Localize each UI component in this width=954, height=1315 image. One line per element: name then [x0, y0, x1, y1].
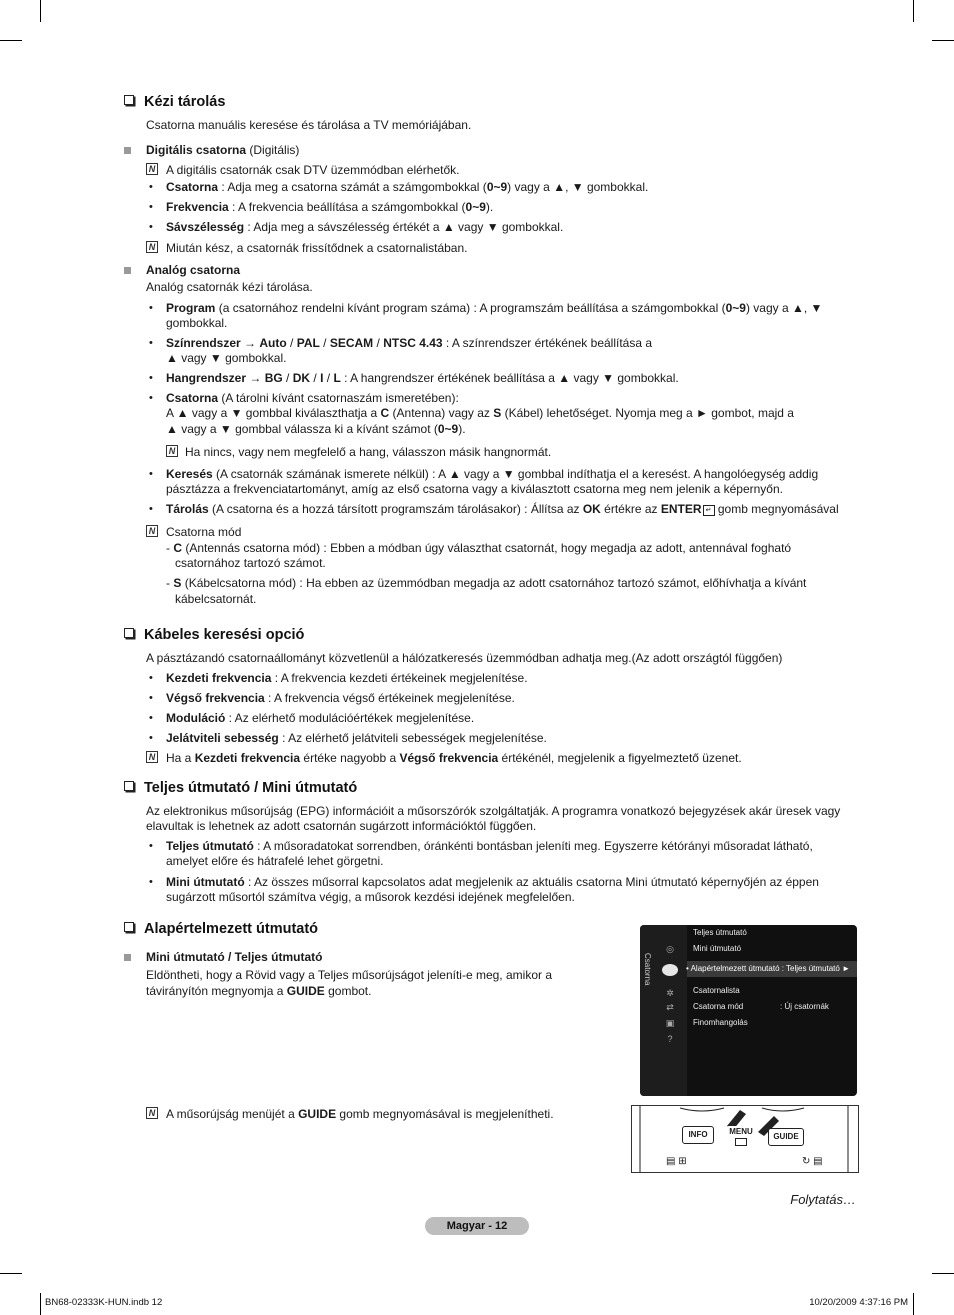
remote-bottom-right-icon: ↻ ▤ — [802, 1156, 823, 1167]
checkbox-icon — [124, 628, 134, 638]
bold-text: S — [493, 406, 502, 420]
bold-text: GUIDE — [286, 984, 325, 998]
bold-text: SECAM — [329, 336, 374, 350]
square-bullet-icon — [124, 147, 131, 154]
remote-info-button: INFO — [682, 1126, 714, 1144]
list-item-cont: amelyet előre és hátrafelé lehet görgetni. — [166, 854, 384, 868]
list-item-cont — [166, 406, 856, 422]
subheading-analog — [146, 263, 856, 279]
list-item — [166, 576, 856, 592]
text: ) vagy a ▲, ▼ gombokkal. — [507, 180, 649, 194]
list-item — [166, 541, 856, 557]
text: (a csatornához rendelni kívánt program száma) : A programszám beállítása a számgombokkal ( — [215, 301, 726, 315]
bullet-icon: • — [149, 468, 153, 480]
bold-text: Keresés — [166, 467, 213, 481]
bold-text: Végső frekvencia — [399, 751, 499, 765]
text: gomb megnyomásával — [714, 502, 839, 516]
bold-text: NTSC 4.43 — [383, 336, 443, 350]
bullet-icon: • — [149, 201, 153, 213]
osd-item-selected: • Alapértelmezett útmutató : Teljes útmutató ► — [686, 964, 851, 973]
input-icon: ⇄ — [666, 1002, 674, 1012]
note-text: Ha nincs, vagy nem megfelelő a hang, válasszon másik hangnormát. — [185, 445, 552, 459]
text: : A műsoradatokat sorrendben, óránkénti bontásban jeleníti meg. Egyszerre kétórányi műsoradat látható, — [253, 839, 813, 853]
list-item — [166, 711, 856, 727]
section-desc — [146, 984, 606, 1000]
bold-text: S — [173, 576, 182, 590]
text: (Kábelcsatorna mód) : Ha ebben az üzemmódban megadja az adott csatornához tartozó számot, előhívhatja a kívánt — [181, 576, 807, 590]
bold-text: ENTER — [660, 502, 702, 516]
footer-file: BN68-02333K-HUN.indb 12 — [45, 1297, 163, 1308]
bold-text: Végső frekvencia — [166, 691, 265, 705]
bullet-icon: • — [149, 302, 153, 314]
picture-icon: ◎ — [666, 944, 674, 954]
list-item — [166, 220, 856, 236]
text: / — [282, 371, 293, 385]
bold-text: 0~9 — [486, 180, 508, 194]
support-icon: ? — [667, 1034, 673, 1044]
bold-text: Sávszélesség — [166, 220, 245, 234]
text: MENU — [729, 1127, 753, 1136]
list-item — [166, 200, 856, 216]
text: : A frekvencia kezdeti értékeinek megjelenítése. — [271, 671, 528, 685]
crop-mark — [932, 1273, 954, 1274]
text: : Adja meg a csatorna számát a számgombokkal ( — [218, 180, 487, 194]
bold-text: C — [173, 541, 183, 555]
bold-text: Hangrendszer — [166, 371, 247, 385]
bold-text: Frekvencia — [166, 200, 229, 214]
osd-item: Teljes útmutató — [693, 928, 747, 937]
section-desc: Eldöntheti, hogy a Rövid vagy a Teljes műsorújságot jeleníti-e meg, amikor a — [146, 968, 552, 982]
bullet-icon: • — [149, 337, 153, 349]
remote-menu-button — [726, 1126, 756, 1150]
osd-item: Mini útmutató — [693, 944, 742, 953]
osd-menu-image — [640, 925, 857, 1096]
bullet-icon: • — [149, 840, 153, 852]
bullet-icon: • — [149, 392, 153, 404]
osd-item-value: : Új csatornák — [780, 1002, 829, 1011]
text: A ▲ vagy a ▼ gombbal kiválaszthatja a — [166, 406, 381, 420]
bold-text: Jelátviteli sebesség — [166, 731, 279, 745]
heading-text: Alapértelmezett útmutató — [144, 921, 319, 937]
list-item-cont: ▲ vagy ▼ gombokkal. — [166, 351, 287, 365]
list-item — [166, 301, 856, 317]
setup-icon: ✲ — [666, 988, 674, 998]
text: gombot. — [324, 984, 372, 998]
text: (Digitális) — [246, 143, 300, 157]
text: A műsorújság menüjét a — [166, 1107, 299, 1121]
bold-text: Kezdeti frekvencia — [194, 751, 301, 765]
page-number-badge: Magyar - 12 — [425, 1217, 529, 1235]
text: / — [373, 336, 384, 350]
text: : Adja meg a sávszélesség értékét a ▲ vagy ▼ gombokkal. — [244, 220, 564, 234]
square-bullet-icon — [124, 954, 131, 961]
text: : Az elérhető jelátviteli sebességek megjelenítése. — [278, 731, 547, 745]
bullet-icon: • — [149, 692, 153, 704]
text: / — [310, 371, 321, 385]
list-item — [166, 371, 856, 387]
text: Ha a — [166, 751, 195, 765]
text: értékénél, megjelenik a figyelmeztető üzenet. — [498, 751, 742, 765]
note-text — [166, 1107, 616, 1123]
bold-text: Mini útmutató — [166, 875, 245, 889]
bold-text: Program — [166, 301, 216, 315]
text: értékre az — [600, 502, 661, 516]
list-item — [166, 875, 856, 891]
list-item — [166, 502, 856, 518]
crop-mark — [40, 0, 41, 22]
list-item — [166, 671, 856, 687]
section-heading-default-guide — [124, 922, 318, 938]
text: : Az összes műsorral kapcsolatos adat megjelenik az aktuális csatorna Mini útmutató képernyőjén az éppen — [244, 875, 819, 889]
note-icon: N — [146, 1107, 158, 1119]
menu-icon — [735, 1138, 747, 1146]
list-item — [166, 467, 856, 483]
text: távirányítón megnyomja a — [146, 984, 287, 998]
bold-text: Analóg csatorna — [146, 263, 241, 277]
bold-text: Moduláció — [166, 711, 226, 725]
crop-mark — [913, 1293, 914, 1315]
satellite-icon — [662, 964, 678, 976]
text: (A tárolni kívánt csatornaszám ismeretében): — [218, 391, 459, 405]
checkbox-icon — [124, 781, 134, 791]
bold-text: 0~9 — [725, 301, 746, 315]
text: : A hangrendszer értékének beállítása a ▲ vagy ▼ gombokkal. — [340, 371, 679, 385]
remote-bottom-left-icon: ▤ ⊞ — [666, 1156, 687, 1167]
text: (A csatorna és a hozzá társított programszám tárolásakor) : Állítsa az — [208, 502, 583, 516]
crop-mark — [40, 1293, 41, 1315]
list-item-cont: gombokkal. — [166, 316, 228, 330]
bullet-icon: • — [149, 672, 153, 684]
list-item-cont — [166, 422, 856, 438]
text: → — [240, 336, 260, 350]
remote-guide-button: GUIDE — [768, 1128, 804, 1146]
bullet-icon: • — [149, 712, 153, 724]
app-icon: ▣ — [665, 1018, 675, 1028]
text: : A színrendszer értékének beállítása a — [442, 336, 653, 350]
text: ▲ vagy a ▼ gombbal válassza ki a kívánt számot ( — [166, 422, 438, 436]
text: - — [166, 541, 174, 555]
bold-text: Tárolás — [166, 502, 209, 516]
bullet-icon: • — [149, 181, 153, 193]
bold-text: Auto — [259, 336, 287, 350]
bold-text: C — [380, 406, 390, 420]
bold-text: Digitális csatorna — [146, 143, 247, 157]
bold-text: OK — [582, 502, 601, 516]
osd-item: Finomhangolás — [693, 1018, 748, 1027]
section-desc: A pásztázandó csatornaállományt közvetlenül a hálózatkeresés üzemmódban adhatja meg.(Az adott országtól függően) — [146, 651, 783, 665]
text: ) vagy a ▲, ▼ — [745, 301, 823, 315]
note-text — [166, 751, 856, 767]
heading-text: Kábeles keresési opció — [144, 627, 305, 643]
checkbox-icon — [124, 95, 134, 105]
enter-icon: ↵ — [703, 505, 715, 516]
note-text: A digitális csatornák csak DTV üzemmódban elérhetők. — [166, 163, 460, 177]
text: értéke nagyobb a — [300, 751, 400, 765]
list-item-cont: sugárzott műsortól számítva végig, a műsorok kezdési idejének megfelelően. — [166, 890, 575, 904]
bullet-icon: • — [149, 372, 153, 384]
text: - — [166, 576, 174, 590]
continue-text: Folytatás… — [790, 1192, 856, 1207]
bullet-icon: • — [149, 876, 153, 888]
list-item-cont: kábelcsatornát. — [175, 592, 257, 606]
section-desc: Analóg csatornák kézi tárolása. — [146, 280, 313, 294]
list-item — [166, 731, 856, 747]
bold-text: L — [333, 371, 341, 385]
text: gomb megnyomásával is megjelenítheti. — [336, 1107, 554, 1121]
checkbox-icon — [124, 922, 134, 932]
text: → — [246, 371, 265, 385]
list-item — [166, 691, 856, 707]
bold-text: Teljes útmutató — [166, 839, 254, 853]
crop-mark — [913, 0, 914, 22]
text: (Antenna) vagy az — [389, 406, 494, 420]
list-item — [166, 336, 856, 352]
text: / — [286, 336, 297, 350]
text: : A frekvencia végső értékeinek megjelenítése. — [264, 691, 515, 705]
section-desc: Az elektronikus műsorújság (EPG) információit a műsorszórók szolgáltatják. A programra vonatkozó bejegyzések akár üresek vagy — [146, 804, 841, 818]
crop-mark — [932, 40, 954, 41]
note-icon: N — [146, 525, 158, 537]
heading-text: Kézi tárolás — [144, 94, 226, 110]
bold-text: BG — [264, 371, 283, 385]
osd-side-label: Csatorna — [643, 953, 652, 986]
section-desc: elavultak is lehetnek az adott csatornán sugárzott információktól függően. — [146, 819, 537, 833]
text: ). — [458, 422, 466, 436]
section-heading-guide — [124, 781, 357, 797]
osd-item: Csatornalista — [693, 986, 740, 995]
section-heading-cable — [124, 628, 304, 644]
remote-control-image — [631, 1105, 859, 1173]
text: ). — [485, 200, 494, 214]
bold-text: I — [320, 371, 324, 385]
arrow-right-icon: ► — [842, 964, 851, 973]
note-text: Csatorna mód — [166, 525, 242, 539]
note-icon: N — [146, 751, 158, 763]
section-desc: Csatorna manuális keresése és tárolása a TV memóriájában. — [146, 118, 472, 132]
bullet-icon: • — [149, 732, 153, 744]
bold-text: Csatorna — [166, 180, 219, 194]
bold-text: Mini útmutató / Teljes útmutató — [146, 950, 323, 964]
crop-mark — [0, 1273, 22, 1274]
bold-text: DK — [292, 371, 311, 385]
note-text: Miután kész, a csatornák frissítődnek a csatornalistában. — [166, 241, 468, 255]
subheading-digital — [146, 143, 856, 159]
note-icon: N — [146, 241, 158, 253]
bold-text: 0~9 — [437, 422, 459, 436]
bullet-icon: • — [149, 221, 153, 233]
square-bullet-icon — [124, 267, 131, 274]
bold-text: Színrendszer — [166, 336, 241, 350]
subheading — [146, 950, 606, 966]
text: (A csatornák számának ismerete nélkül) : A ▲ vagy a ▼ gombbal indíthatja el a keresést. A hangolóegység addig — [212, 467, 819, 481]
bold-text: Csatorna — [166, 391, 219, 405]
list-item-cont: pásztázza a frekvenciatartományt, amíg az első csatorna vagy a kiválasztott csatorna meg nem jelenik a képernyőn. — [166, 482, 783, 496]
text: (Antennás csatorna mód) : Ebben a módban úgy választhat csatornát, hogy megadja az adott, antennával fogható — [182, 541, 792, 555]
text: (Kábel) lehetőséget. Nyomja meg a ► gombot, majd a — [501, 406, 794, 420]
note-icon: N — [146, 163, 158, 175]
bold-text: GUIDE — [298, 1107, 337, 1121]
bold-text: PAL — [296, 336, 320, 350]
list-item — [166, 180, 856, 196]
bullet-icon: • — [149, 503, 153, 515]
list-item — [166, 391, 856, 407]
heading-text: Teljes útmutató / Mini útmutató — [144, 780, 358, 796]
list-item — [166, 839, 856, 855]
footer-timestamp: 10/20/2009 4:37:16 PM — [809, 1297, 908, 1308]
note-icon: N — [166, 445, 178, 457]
crop-mark — [0, 40, 22, 41]
osd-item: Csatorna mód — [693, 1002, 744, 1011]
text: / — [323, 371, 334, 385]
text: : Az elérhető modulációértékek megjelenítése. — [225, 711, 475, 725]
bold-text: Kezdeti frekvencia — [166, 671, 272, 685]
text: Alapértelmezett útmutató : Teljes útmutató — [690, 964, 840, 973]
text: : A frekvencia beállítása a számgombokkal ( — [228, 200, 466, 214]
list-item-cont: csatornához tartozó számot. — [175, 556, 326, 570]
section-heading-manual — [124, 95, 225, 111]
text: / — [319, 336, 330, 350]
bold-text: 0~9 — [465, 200, 486, 214]
